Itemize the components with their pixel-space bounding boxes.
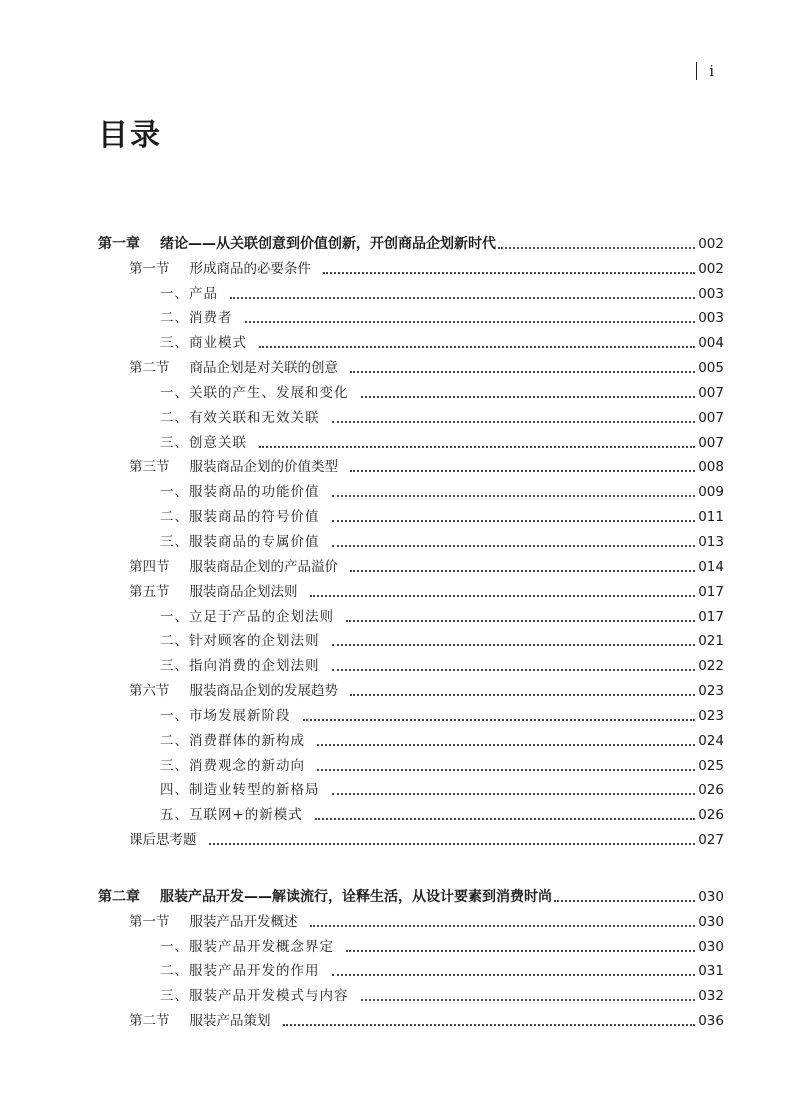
entry-title: 消费观念的新动向 bbox=[189, 757, 305, 774]
page-ref: 017 bbox=[698, 608, 724, 625]
page-ref: 030 bbox=[698, 888, 724, 905]
toc-entry-sub[interactable] bbox=[0, 405, 800, 430]
toc-entry-section[interactable] bbox=[0, 1008, 800, 1033]
entry-number: 三、 bbox=[160, 335, 189, 352]
entry-title: 立足于产品的企划法则 bbox=[189, 608, 334, 625]
entry-number: 五、 bbox=[160, 807, 189, 824]
page-ref: 002 bbox=[698, 235, 724, 252]
page-ref: 030 bbox=[698, 938, 724, 955]
entry-number: 第一节 bbox=[129, 913, 170, 930]
entry-number: 一、 bbox=[160, 707, 189, 724]
toc-entry-section[interactable] bbox=[0, 909, 800, 934]
running-header bbox=[696, 62, 714, 80]
toc-chapter-2[interactable] bbox=[0, 884, 800, 909]
entry-title: 服装产品策划 bbox=[189, 1013, 271, 1030]
leader-dots bbox=[332, 792, 696, 795]
entry-number: 一、 bbox=[160, 384, 189, 401]
leader-dots bbox=[209, 842, 696, 845]
leader-dots bbox=[498, 246, 695, 249]
chapter-number: 第二章 bbox=[98, 888, 140, 905]
toc-entry-sub[interactable] bbox=[0, 306, 800, 331]
entry-number: 二、 bbox=[160, 509, 189, 526]
leader-dots bbox=[361, 998, 696, 1001]
leader-dots bbox=[310, 594, 696, 597]
page-ref: 026 bbox=[698, 782, 724, 799]
entry-title: 消费群体的新构成 bbox=[189, 732, 305, 749]
toc-entry-sub[interactable] bbox=[0, 529, 800, 554]
leader-dots bbox=[350, 370, 695, 373]
page-ref: 011 bbox=[698, 509, 724, 526]
toc-entry-sub[interactable] bbox=[0, 479, 800, 504]
chapter-1-block bbox=[0, 231, 800, 852]
entry-number: 二、 bbox=[160, 633, 189, 650]
toc-entry-sub[interactable] bbox=[0, 728, 800, 753]
leader-dots bbox=[317, 743, 695, 746]
page-ref: 008 bbox=[698, 459, 724, 476]
entry-number: 三、 bbox=[160, 757, 189, 774]
entry-number: 三、 bbox=[160, 533, 189, 550]
leader-dots bbox=[361, 395, 696, 398]
page-ref: 002 bbox=[698, 260, 724, 277]
leader-dots bbox=[554, 899, 695, 902]
toc-entry-sub[interactable] bbox=[0, 753, 800, 778]
toc-entry-sub[interactable] bbox=[0, 604, 800, 629]
chapter-number: 第一章 bbox=[98, 235, 140, 252]
leader-dots bbox=[259, 345, 695, 348]
entry-title: 服装商品企划的价值类型 bbox=[189, 459, 338, 476]
toc-entry-sub[interactable] bbox=[0, 653, 800, 678]
entry-number: 三、 bbox=[160, 434, 189, 451]
leader-dots bbox=[332, 544, 696, 547]
page-ref: 004 bbox=[698, 335, 724, 352]
entry-title: 创意关联 bbox=[189, 434, 247, 451]
leader-dots bbox=[317, 768, 695, 771]
page-ref: 013 bbox=[698, 533, 724, 550]
leader-dots bbox=[303, 718, 696, 721]
leader-dots bbox=[230, 296, 695, 299]
page-ref: 007 bbox=[698, 409, 724, 426]
page-ref: 007 bbox=[698, 384, 724, 401]
entry-title: 服装产品开发的作用 bbox=[189, 963, 320, 980]
toc-entry-sub[interactable] bbox=[0, 629, 800, 654]
toc-entry-section[interactable] bbox=[0, 554, 800, 579]
leader-dots bbox=[350, 469, 695, 472]
page-ref: 025 bbox=[698, 757, 724, 774]
entry-number: 二、 bbox=[160, 310, 189, 327]
entry-title: 服装产品开发模式与内容 bbox=[189, 988, 349, 1005]
leader-dots bbox=[323, 271, 695, 274]
toc-entry-sub[interactable] bbox=[0, 380, 800, 405]
page-ref: 005 bbox=[698, 360, 724, 377]
toc-entry-sub[interactable] bbox=[0, 983, 800, 1008]
toc-entry-sub[interactable] bbox=[0, 330, 800, 355]
toc-entry-sub[interactable] bbox=[0, 959, 800, 984]
page-ref: 021 bbox=[698, 633, 724, 650]
toc-entry-section[interactable] bbox=[0, 355, 800, 380]
page-ref: 017 bbox=[698, 583, 724, 600]
toc-entry-sub[interactable] bbox=[0, 802, 800, 827]
entry-number: 三、 bbox=[160, 988, 189, 1005]
leader-dots bbox=[315, 817, 695, 820]
entry-number: 一、 bbox=[160, 608, 189, 625]
entry-title: 有效关联和无效关联 bbox=[189, 409, 320, 426]
chapter-title: 服装产品开发——解读流行，诠释生活，从设计要素到消费时尚 bbox=[160, 888, 552, 905]
entry-number: 第二节 bbox=[129, 1013, 170, 1030]
table-of-contents bbox=[0, 231, 800, 1033]
entry-title: 消费者 bbox=[189, 310, 233, 327]
leader-dots bbox=[283, 1023, 696, 1026]
page-ref: 003 bbox=[698, 310, 724, 327]
entry-title: 指向消费的企划法则 bbox=[189, 658, 320, 675]
leader-dots bbox=[346, 949, 695, 952]
toc-entry-section[interactable] bbox=[0, 678, 800, 703]
entry-number: 第二节 bbox=[129, 360, 170, 377]
entry-title: 服装商品的功能价值 bbox=[189, 484, 320, 501]
entry-title: 针对顾客的企划法则 bbox=[189, 633, 320, 650]
entry-title: 服装商品的专属价值 bbox=[189, 533, 320, 550]
page-ref: 030 bbox=[698, 913, 724, 930]
page-ref: 023 bbox=[698, 683, 724, 700]
entry-title: 服装商品的符号价值 bbox=[189, 509, 320, 526]
entry-number: 第五节 bbox=[129, 583, 170, 600]
entry-number: 第三节 bbox=[129, 459, 170, 476]
page-ref: 026 bbox=[698, 807, 724, 824]
toc-entry-section[interactable] bbox=[0, 579, 800, 604]
entry-number: 二、 bbox=[160, 409, 189, 426]
leader-dots bbox=[350, 693, 695, 696]
page-number: i bbox=[709, 62, 714, 80]
entry-title: 商业模式 bbox=[189, 335, 247, 352]
page-ref: 022 bbox=[698, 658, 724, 675]
entry-title: 互联网+的新模式 bbox=[189, 807, 303, 824]
entry-number: 第四节 bbox=[129, 558, 170, 575]
page-ref: 014 bbox=[698, 558, 724, 575]
page-title: 目录 bbox=[98, 118, 162, 153]
page-ref: 009 bbox=[698, 484, 724, 501]
entry-title: 课后思考题 bbox=[129, 832, 197, 849]
chapter-spacer bbox=[0, 852, 800, 884]
page-ref: 036 bbox=[698, 1013, 724, 1030]
page-ref: 024 bbox=[698, 732, 724, 749]
entry-number: 四、 bbox=[160, 782, 189, 799]
leader-dots bbox=[332, 494, 696, 497]
leader-dots bbox=[332, 420, 696, 423]
entry-number: 二、 bbox=[160, 963, 189, 980]
toc-entry-section[interactable] bbox=[0, 455, 800, 480]
entry-number: 一、 bbox=[160, 285, 189, 302]
toc-entry-section[interactable] bbox=[0, 256, 800, 281]
leader-dots bbox=[332, 973, 696, 976]
page-ref: 032 bbox=[698, 988, 724, 1005]
entry-title: 制造业转型的新格局 bbox=[189, 782, 320, 799]
leader-dots bbox=[332, 668, 696, 671]
leader-dots bbox=[245, 320, 696, 323]
entry-title: 市场发展新阶段 bbox=[189, 707, 291, 724]
entry-title: 服装商品企划法则 bbox=[189, 583, 298, 600]
toc-entry-sub[interactable] bbox=[0, 504, 800, 529]
page-ref: 003 bbox=[698, 285, 724, 302]
toc-entry-sub[interactable] bbox=[0, 703, 800, 728]
entry-title: 服装产品开发概述 bbox=[189, 913, 298, 930]
entry-number: 第一节 bbox=[129, 260, 170, 277]
entry-number: 二、 bbox=[160, 732, 189, 749]
entry-number: 第六节 bbox=[129, 683, 170, 700]
leader-dots bbox=[259, 445, 695, 448]
entry-title: 形成商品的必要条件 bbox=[189, 260, 311, 277]
header-divider bbox=[696, 62, 697, 80]
toc-entry-sub[interactable] bbox=[0, 934, 800, 959]
leader-dots bbox=[346, 619, 695, 622]
leader-dots bbox=[350, 569, 695, 572]
page-ref: 027 bbox=[698, 832, 724, 849]
entry-title: 产品 bbox=[189, 285, 218, 302]
page-ref: 007 bbox=[698, 434, 724, 451]
toc-entry-plain[interactable] bbox=[0, 827, 800, 852]
leader-dots bbox=[310, 924, 696, 927]
page-ref: 031 bbox=[698, 963, 724, 980]
entry-number: 一、 bbox=[160, 938, 189, 955]
entry-title: 服装商品企划的产品溢价 bbox=[189, 558, 338, 575]
chapter-title: 绪论——从关联创意到价值创新，开创商品企划新时代 bbox=[160, 235, 496, 252]
toc-chapter-1[interactable] bbox=[0, 231, 800, 256]
entry-title: 商品企划是对关联的创意 bbox=[189, 360, 338, 377]
toc-entry-sub[interactable] bbox=[0, 281, 800, 306]
leader-dots bbox=[332, 643, 696, 646]
toc-entry-sub[interactable] bbox=[0, 778, 800, 803]
leader-dots bbox=[332, 519, 696, 522]
toc-entry-sub[interactable] bbox=[0, 430, 800, 455]
entry-number: 三、 bbox=[160, 658, 189, 675]
entry-title: 关联的产生、发展和变化 bbox=[189, 384, 349, 401]
entry-number: 一、 bbox=[160, 484, 189, 501]
chapter-2-block bbox=[0, 884, 800, 1033]
page-ref: 023 bbox=[698, 707, 724, 724]
entry-title: 服装产品开发概念界定 bbox=[189, 938, 334, 955]
entry-title: 服装商品企划的发展趋势 bbox=[189, 683, 338, 700]
